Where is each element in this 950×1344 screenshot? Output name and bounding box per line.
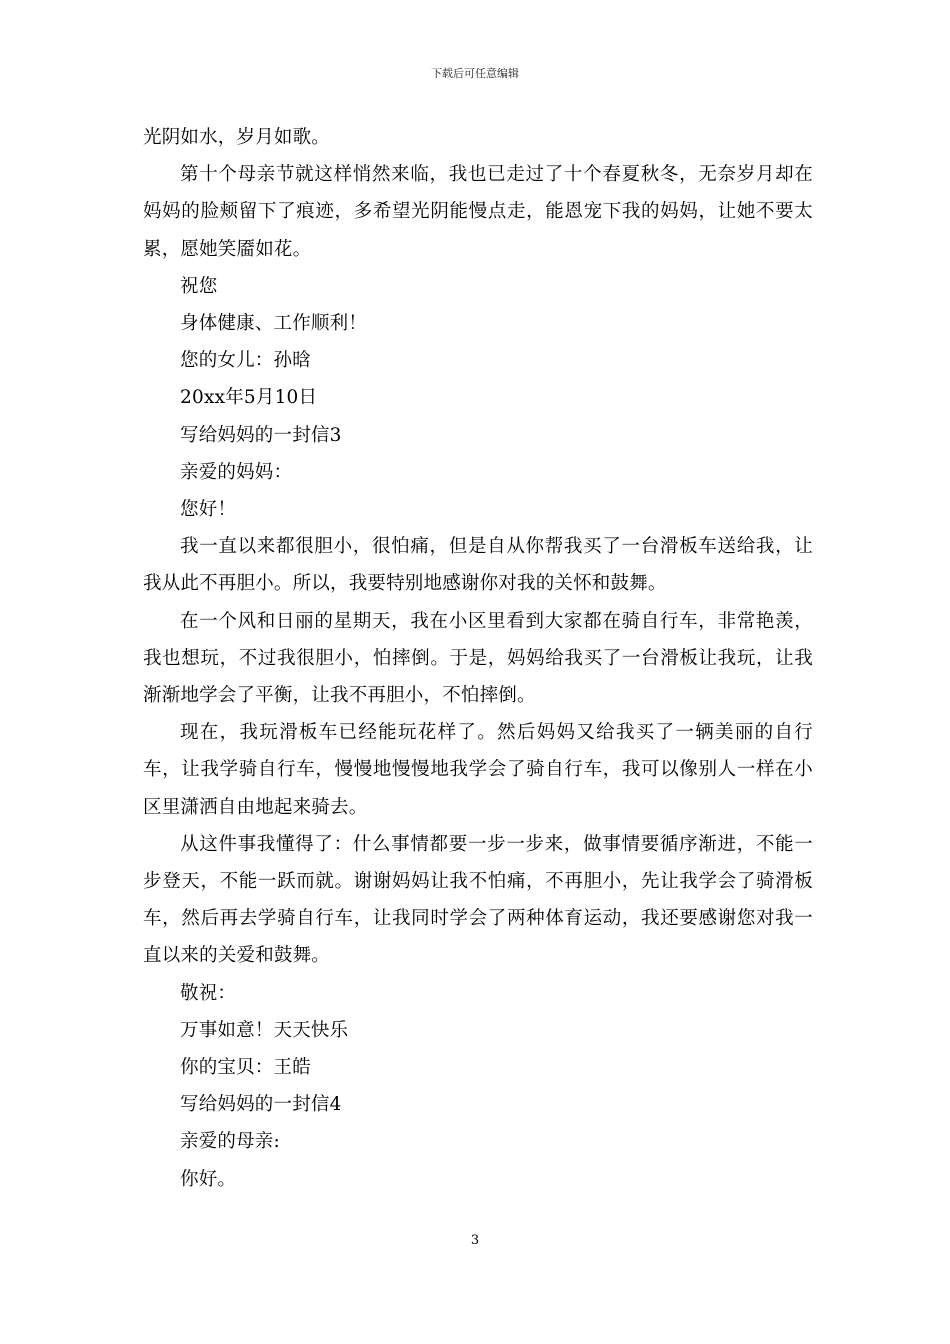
paragraph: 从这件事我懂得了：什么事情都要一步一步来，做事情要循序渐进，不能一步登天，不能一跃而就。谢谢妈妈让我不怕痛，不再胆小，先让我学会了骑滑板车，然后再去学骑自行车，让我同时学会了两种体育运动，我还要感谢您对我一直以来的关爱和鼓舞。 [143,833,813,967]
salutation: 亲爱的妈妈： [180,461,293,483]
paragraph: 光阴如水，岁月如歌。 [143,127,331,148]
paragraph: 20xx年5月10日 [180,387,318,409]
page-header: 下载后可任意编辑 [431,67,519,80]
section-title: 写给妈妈的一封信3 [180,424,342,446]
paragraph: 身体健康、工作顺利！ [180,313,368,335]
paragraph: 万事如意！天天快乐 [180,1019,349,1041]
paragraph: 我一直以来都很胆小，很怕痛，但是自从你帮我买了一台滑板车送给我，让我从此不再胆小。所以，我要特别地感谢你对我的关怀和鼓舞。 [143,536,813,595]
section-title: 写给妈妈的一封信4 [180,1094,342,1116]
paragraph: 现在，我玩滑板车已经能玩花样了。然后妈妈又给我买了一辆美丽的自行车，让我学骑自行车，慢慢地慢慢地我学会了骑自行车，我可以像别人一样在小区里潇洒自由地起来骑去。 [143,722,813,818]
paragraph: 你好。 [180,1168,237,1190]
signature: 你的宝贝：王皓 [180,1057,311,1079]
paragraph: 第十个母亲节就这样悄然来临，我也已走过了十个春夏秋冬，无奈岁月却在妈妈的脸颊留下了痕迹，多希望光阴能慢点走，能恩宠下我的妈妈，让她不要太累，愿她笑靥如花。 [143,164,813,260]
page-number: 3 [470,1233,480,1248]
paragraph: 敬祝： [180,982,237,1004]
document-body [143,119,813,1198]
salutation: 亲爱的母亲: [180,1131,280,1153]
paragraph: 您的女儿：孙晗 [180,350,311,372]
paragraph: 祝您 [180,275,218,297]
paragraph: 在一个风和日丽的星期天，我在小区里看到大家都在骑自行车，非常艳羡，我也想玩，不过我很胆小，怕摔倒。于是，妈妈给我买了一台滑板让我玩，让我渐渐地学会了平衡，让我不再胆小，不怕摔倒。 [143,610,813,707]
paragraph: 您好！ [180,499,237,521]
